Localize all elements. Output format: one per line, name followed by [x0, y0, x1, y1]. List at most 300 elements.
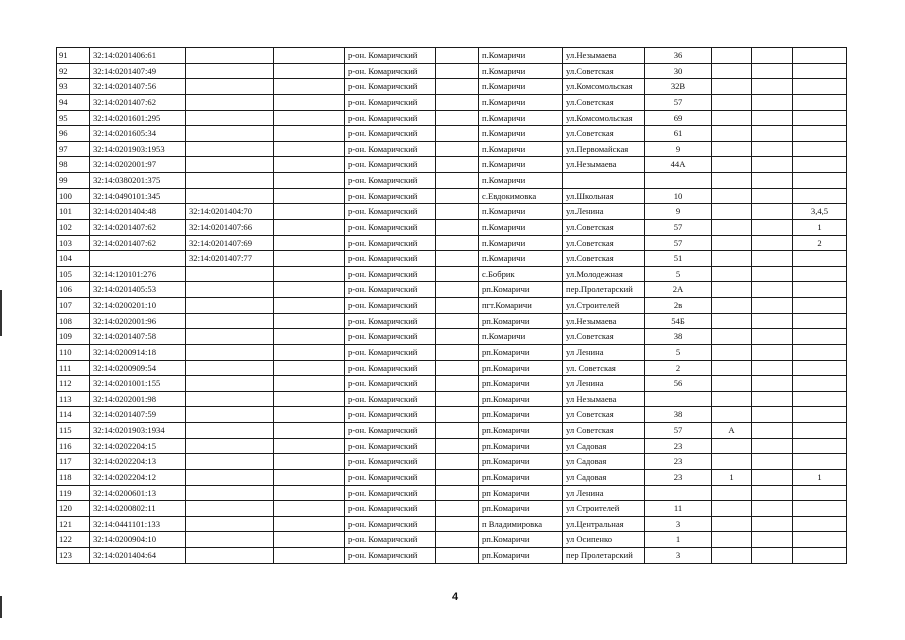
- table-row: [57, 126, 847, 142]
- cell-row-number: 115: [57, 423, 90, 439]
- cell-parent-cadastral-number: [186, 298, 274, 314]
- cell-row-number: 104: [57, 251, 90, 267]
- cell-district: р-он. Комаричский: [345, 157, 436, 173]
- cell-district: р-он. Комаричский: [345, 454, 436, 470]
- cell-blank-column-2: [436, 48, 479, 64]
- cell-blank-column: [274, 376, 345, 392]
- cell-blank-column-3: [752, 235, 793, 251]
- cell-row-number: 102: [57, 219, 90, 235]
- cell-cadastral-number: 32:14:0490101:345: [90, 188, 186, 204]
- cell-parent-cadastral-number: [186, 173, 274, 189]
- cell-street: ул.Советская: [563, 63, 645, 79]
- cell-apartment: [793, 298, 847, 314]
- cell-blank-column-2: [436, 157, 479, 173]
- cell-district: р-он. Комаричский: [345, 219, 436, 235]
- table-row: [57, 501, 847, 517]
- cell-street: ул.Комсомольская: [563, 79, 645, 95]
- cell-parent-cadastral-number: [186, 407, 274, 423]
- cell-house-number: 32В: [645, 79, 712, 95]
- cell-cadastral-number: 32:14:0201404:64: [90, 548, 186, 564]
- cell-blank-column-2: [436, 548, 479, 564]
- cell-blank-column-3: [752, 298, 793, 314]
- cell-district: р-он. Комаричский: [345, 48, 436, 64]
- cell-street: ул Осипенко: [563, 532, 645, 548]
- cell-street: ул.Незымаева: [563, 157, 645, 173]
- cell-blank-column-3: [752, 79, 793, 95]
- cell-blank-column-2: [436, 282, 479, 298]
- cell-settlement: п.Комаричи: [479, 48, 563, 64]
- cell-cadastral-number: 32:14:0202204:13: [90, 454, 186, 470]
- cell-blank-column-3: [752, 110, 793, 126]
- cell-letter: [712, 48, 752, 64]
- cell-apartment: [793, 516, 847, 532]
- cell-parent-cadastral-number: [186, 313, 274, 329]
- cell-cadastral-number: 32:14:0201903:1953: [90, 141, 186, 157]
- cell-apartment: [793, 157, 847, 173]
- cell-letter: [712, 407, 752, 423]
- cell-cadastral-number: 32:14:0201407:49: [90, 63, 186, 79]
- cell-letter: [712, 282, 752, 298]
- cell-letter: [712, 141, 752, 157]
- cell-blank-column-2: [436, 173, 479, 189]
- cell-settlement: п.Комаричи: [479, 141, 563, 157]
- cell-district: р-он. Комаричский: [345, 141, 436, 157]
- cell-settlement: п.Комаричи: [479, 94, 563, 110]
- cell-letter: [712, 360, 752, 376]
- cell-apartment: [793, 126, 847, 142]
- cell-parent-cadastral-number: [186, 94, 274, 110]
- cell-blank-column-2: [436, 110, 479, 126]
- cell-blank-column-3: [752, 501, 793, 517]
- table-row: [57, 313, 847, 329]
- cell-blank-column-3: [752, 391, 793, 407]
- cell-letter: [712, 235, 752, 251]
- cell-district: р-он. Комаричский: [345, 344, 436, 360]
- cell-row-number: 97: [57, 141, 90, 157]
- cell-apartment: [793, 423, 847, 439]
- cell-blank-column-3: [752, 173, 793, 189]
- cell-blank-column-2: [436, 94, 479, 110]
- cell-parent-cadastral-number: [186, 63, 274, 79]
- cell-settlement: рп.Комаричи: [479, 548, 563, 564]
- cell-house-number: 2А: [645, 282, 712, 298]
- cell-parent-cadastral-number: 32:14:0201407:77: [186, 251, 274, 267]
- cell-blank-column-3: [752, 360, 793, 376]
- cell-apartment: [793, 94, 847, 110]
- cell-parent-cadastral-number: [186, 360, 274, 376]
- cell-row-number: 105: [57, 266, 90, 282]
- cell-house-number: 54Б: [645, 313, 712, 329]
- cell-street: ул.Незымаева: [563, 48, 645, 64]
- cell-district: р-он. Комаричский: [345, 360, 436, 376]
- cell-blank-column-2: [436, 344, 479, 360]
- table-row: [57, 251, 847, 267]
- cell-settlement: рп.Комаричи: [479, 360, 563, 376]
- cell-apartment: [793, 63, 847, 79]
- cell-district: р-он. Комаричский: [345, 516, 436, 532]
- cell-cadastral-number: 32:14:0201407:62: [90, 235, 186, 251]
- cell-blank-column: [274, 94, 345, 110]
- cell-row-number: 114: [57, 407, 90, 423]
- cell-blank-column-2: [436, 188, 479, 204]
- cell-blank-column-2: [436, 79, 479, 95]
- cell-district: р-он. Комаричский: [345, 376, 436, 392]
- cell-apartment: [793, 548, 847, 564]
- table-row: [57, 298, 847, 314]
- cell-blank-column-2: [436, 376, 479, 392]
- cell-letter: 1: [712, 469, 752, 485]
- cell-blank-column-2: [436, 141, 479, 157]
- cell-parent-cadastral-number: [186, 141, 274, 157]
- cell-blank-column: [274, 298, 345, 314]
- cell-apartment: [793, 438, 847, 454]
- cell-letter: [712, 157, 752, 173]
- cell-house-number: 69: [645, 110, 712, 126]
- cell-house-number: [645, 391, 712, 407]
- cell-street: ул Садовая: [563, 438, 645, 454]
- cell-settlement: п Владимировка: [479, 516, 563, 532]
- table-row: [57, 282, 847, 298]
- cell-settlement: п.Комаричи: [479, 110, 563, 126]
- table-row: [57, 438, 847, 454]
- cell-blank-column: [274, 141, 345, 157]
- cell-blank-column: [274, 516, 345, 532]
- cell-parent-cadastral-number: [186, 438, 274, 454]
- cell-row-number: 109: [57, 329, 90, 345]
- cell-house-number: 1: [645, 532, 712, 548]
- cell-street: ул.Советская: [563, 235, 645, 251]
- cell-blank-column-2: [436, 329, 479, 345]
- cell-letter: [712, 251, 752, 267]
- cell-parent-cadastral-number: [186, 376, 274, 392]
- cell-parent-cadastral-number: [186, 188, 274, 204]
- cell-settlement: рп.Комаричи: [479, 344, 563, 360]
- cell-street: ул.Советская: [563, 329, 645, 345]
- cell-blank-column-3: [752, 141, 793, 157]
- cell-settlement: рп.Комаричи: [479, 407, 563, 423]
- cell-street: ул.Советская: [563, 219, 645, 235]
- cell-parent-cadastral-number: 32:14:0201407:69: [186, 235, 274, 251]
- table-row: [57, 454, 847, 470]
- cell-district: р-он. Комаричский: [345, 173, 436, 189]
- cell-blank-column-3: [752, 344, 793, 360]
- cell-row-number: 92: [57, 63, 90, 79]
- cell-parent-cadastral-number: [186, 79, 274, 95]
- cell-apartment: [793, 454, 847, 470]
- cell-settlement: рп.Комаричи: [479, 454, 563, 470]
- cell-house-number: 9: [645, 141, 712, 157]
- cell-street: ул.Комсомольская: [563, 110, 645, 126]
- cell-blank-column-3: [752, 454, 793, 470]
- cell-letter: [712, 94, 752, 110]
- table-row: [57, 266, 847, 282]
- cell-street: пер Пролетарский: [563, 548, 645, 564]
- cell-house-number: 38: [645, 329, 712, 345]
- cell-letter: [712, 219, 752, 235]
- cell-district: р-он. Комаричский: [345, 282, 436, 298]
- cell-apartment: [793, 266, 847, 282]
- cell-cadastral-number: 32:14:0200802:11: [90, 501, 186, 517]
- cell-blank-column-3: [752, 63, 793, 79]
- cell-cadastral-number: 32:14:0200914:18: [90, 344, 186, 360]
- cell-settlement: рп.Комаричи: [479, 469, 563, 485]
- cell-district: р-он. Комаричский: [345, 532, 436, 548]
- cell-blank-column-3: [752, 469, 793, 485]
- cell-blank-column: [274, 360, 345, 376]
- cell-blank-column-2: [436, 391, 479, 407]
- cell-apartment: [793, 188, 847, 204]
- cell-blank-column-2: [436, 266, 479, 282]
- cell-row-number: 119: [57, 485, 90, 501]
- cell-house-number: [645, 485, 712, 501]
- cell-letter: [712, 173, 752, 189]
- table-row: [57, 344, 847, 360]
- cell-blank-column-3: [752, 157, 793, 173]
- cell-district: р-он. Комаричский: [345, 63, 436, 79]
- cell-apartment: [793, 329, 847, 345]
- cell-cadastral-number: 32:14:0202204:15: [90, 438, 186, 454]
- cell-blank-column: [274, 454, 345, 470]
- cell-parent-cadastral-number: [186, 454, 274, 470]
- cell-street: ул Строителей: [563, 501, 645, 517]
- cell-cadastral-number: 32:14:0200909:54: [90, 360, 186, 376]
- cell-cadastral-number: 32:14:120101:276: [90, 266, 186, 282]
- cell-district: р-он. Комаричский: [345, 329, 436, 345]
- table-row: [57, 469, 847, 485]
- cell-blank-column-3: [752, 204, 793, 220]
- cell-district: р-он. Комаричский: [345, 423, 436, 439]
- cell-district: р-он. Комаричский: [345, 110, 436, 126]
- cell-row-number: 112: [57, 376, 90, 392]
- cell-blank-column-3: [752, 329, 793, 345]
- cell-blank-column: [274, 329, 345, 345]
- cell-apartment: [793, 360, 847, 376]
- cell-district: р-он. Комаричский: [345, 94, 436, 110]
- cell-blank-column-2: [436, 454, 479, 470]
- cell-cadastral-number: 32:14:0201605:34: [90, 126, 186, 142]
- cell-blank-column-2: [436, 438, 479, 454]
- table-row: [57, 548, 847, 564]
- cell-row-number: 91: [57, 48, 90, 64]
- cell-blank-column: [274, 235, 345, 251]
- cell-street: ул Садовая: [563, 469, 645, 485]
- cell-blank-column: [274, 110, 345, 126]
- cell-street: ул.Ленина: [563, 204, 645, 220]
- cell-apartment: 1: [793, 469, 847, 485]
- scan-edge-mark: [0, 290, 2, 336]
- cell-parent-cadastral-number: [186, 157, 274, 173]
- cell-house-number: 11: [645, 501, 712, 517]
- cell-street: ул Ленина: [563, 344, 645, 360]
- cell-settlement: рп.Комаричи: [479, 423, 563, 439]
- cell-settlement: рп.Комаричи: [479, 313, 563, 329]
- cell-blank-column: [274, 485, 345, 501]
- cell-row-number: 110: [57, 344, 90, 360]
- cell-blank-column: [274, 251, 345, 267]
- cell-row-number: 100: [57, 188, 90, 204]
- cell-settlement: с.Бобрик: [479, 266, 563, 282]
- cell-street: ул Советская: [563, 407, 645, 423]
- cell-apartment: [793, 173, 847, 189]
- cell-blank-column: [274, 501, 345, 517]
- cell-letter: [712, 344, 752, 360]
- cell-blank-column: [274, 548, 345, 564]
- table-row: [57, 423, 847, 439]
- cell-settlement: с.Евдокимовка: [479, 188, 563, 204]
- cell-street: ул Советская: [563, 423, 645, 439]
- cell-settlement: рп.Комаричи: [479, 376, 563, 392]
- cell-parent-cadastral-number: [186, 110, 274, 126]
- cell-row-number: 98: [57, 157, 90, 173]
- table-row: [57, 407, 847, 423]
- cell-letter: [712, 391, 752, 407]
- table-row: [57, 516, 847, 532]
- cell-cadastral-number: 32:14:0380201:375: [90, 173, 186, 189]
- cell-cadastral-number: [90, 251, 186, 267]
- cell-district: р-он. Комаричский: [345, 485, 436, 501]
- cell-blank-column: [274, 282, 345, 298]
- cell-house-number: 56: [645, 376, 712, 392]
- cell-apartment: [793, 485, 847, 501]
- cell-district: р-он. Комаричский: [345, 391, 436, 407]
- cell-cadastral-number: 32:14:0200601:13: [90, 485, 186, 501]
- cell-parent-cadastral-number: [186, 391, 274, 407]
- cell-blank-column-2: [436, 485, 479, 501]
- cell-blank-column-3: [752, 532, 793, 548]
- cell-blank-column-2: [436, 313, 479, 329]
- cell-street: пер.Пролетарский: [563, 282, 645, 298]
- cell-letter: [712, 548, 752, 564]
- cell-row-number: 93: [57, 79, 90, 95]
- cell-blank-column-2: [436, 251, 479, 267]
- cell-apartment: [793, 282, 847, 298]
- cell-settlement: рп.Комаричи: [479, 391, 563, 407]
- cell-house-number: 3: [645, 548, 712, 564]
- cell-blank-column: [274, 532, 345, 548]
- cell-blank-column-2: [436, 469, 479, 485]
- cell-street: ул.Молодежная: [563, 266, 645, 282]
- cell-district: р-он. Комаричский: [345, 266, 436, 282]
- cell-house-number: 23: [645, 454, 712, 470]
- cell-blank-column-3: [752, 485, 793, 501]
- cell-settlement: п.Комаричи: [479, 235, 563, 251]
- cell-settlement: рп.Комаричи: [479, 532, 563, 548]
- cell-row-number: 111: [57, 360, 90, 376]
- cell-house-number: 44А: [645, 157, 712, 173]
- cell-apartment: 2: [793, 235, 847, 251]
- cell-apartment: [793, 48, 847, 64]
- cell-settlement: п.Комаричи: [479, 126, 563, 142]
- cell-street: ул.Строителей: [563, 298, 645, 314]
- cell-blank-column: [274, 219, 345, 235]
- cell-row-number: 107: [57, 298, 90, 314]
- cell-house-number: 57: [645, 219, 712, 235]
- cell-blank-column: [274, 48, 345, 64]
- cell-settlement: п.Комаричи: [479, 329, 563, 345]
- cell-cadastral-number: 32:14:0200904:10: [90, 532, 186, 548]
- cell-letter: [712, 501, 752, 517]
- cell-letter: [712, 79, 752, 95]
- cell-letter: [712, 438, 752, 454]
- cell-row-number: 101: [57, 204, 90, 220]
- cell-blank-column: [274, 407, 345, 423]
- cell-blank-column: [274, 313, 345, 329]
- cell-house-number: 51: [645, 251, 712, 267]
- cell-blank-column-2: [436, 516, 479, 532]
- cell-apartment: [793, 532, 847, 548]
- cell-blank-column-3: [752, 407, 793, 423]
- cell-house-number: 3: [645, 516, 712, 532]
- cell-blank-column-2: [436, 219, 479, 235]
- table-row: [57, 173, 847, 189]
- cell-cadastral-number: 32:14:0201406:61: [90, 48, 186, 64]
- cell-cadastral-number: 32:14:0201407:58: [90, 329, 186, 345]
- table-row: [57, 532, 847, 548]
- cell-house-number: 2в: [645, 298, 712, 314]
- cell-house-number: 5: [645, 266, 712, 282]
- page-number: 4: [452, 591, 459, 603]
- cell-blank-column-2: [436, 63, 479, 79]
- cell-district: р-он. Комаричский: [345, 298, 436, 314]
- cell-letter: [712, 298, 752, 314]
- table-row: [57, 204, 847, 220]
- cell-street: ул.Советская: [563, 126, 645, 142]
- cell-apartment: [793, 251, 847, 267]
- cell-street: ул.Незымаева: [563, 313, 645, 329]
- cell-district: р-он. Комаричский: [345, 126, 436, 142]
- cell-street: ул Ленина: [563, 485, 645, 501]
- scan-edge-mark: [0, 596, 2, 618]
- cell-parent-cadastral-number: 32:14:0201404:70: [186, 204, 274, 220]
- cell-blank-column-2: [436, 126, 479, 142]
- cell-parent-cadastral-number: 32:14:0201407:66: [186, 219, 274, 235]
- cell-settlement: п.Комаричи: [479, 204, 563, 220]
- cell-parent-cadastral-number: [186, 266, 274, 282]
- cell-house-number: 36: [645, 48, 712, 64]
- table-row: [57, 157, 847, 173]
- cell-blank-column: [274, 188, 345, 204]
- cell-cadastral-number: 32:14:0201601:295: [90, 110, 186, 126]
- table-row: [57, 63, 847, 79]
- cell-blank-column-2: [436, 423, 479, 439]
- cell-district: р-он. Комаричский: [345, 548, 436, 564]
- cell-letter: [712, 454, 752, 470]
- table-row: [57, 376, 847, 392]
- cell-row-number: 95: [57, 110, 90, 126]
- table-row: [57, 485, 847, 501]
- cell-letter: [712, 110, 752, 126]
- cell-row-number: 117: [57, 454, 90, 470]
- cell-house-number: 61: [645, 126, 712, 142]
- cell-cadastral-number: 32:14:0201903:1934: [90, 423, 186, 439]
- cell-settlement: рп Комаричи: [479, 485, 563, 501]
- cell-letter: [712, 485, 752, 501]
- cell-district: р-он. Комаричский: [345, 501, 436, 517]
- cell-settlement: п.Комаричи: [479, 63, 563, 79]
- cell-district: р-он. Комаричский: [345, 204, 436, 220]
- cell-house-number: 38: [645, 407, 712, 423]
- cell-blank-column: [274, 423, 345, 439]
- table-row: [57, 79, 847, 95]
- cell-house-number: 57: [645, 423, 712, 439]
- cell-settlement: п.Комаричи: [479, 157, 563, 173]
- cell-district: р-он. Комаричский: [345, 469, 436, 485]
- cell-blank-column-3: [752, 423, 793, 439]
- cell-blank-column-3: [752, 376, 793, 392]
- cell-settlement: п.Комаричи: [479, 173, 563, 189]
- cell-blank-column-2: [436, 360, 479, 376]
- cell-blank-column: [274, 438, 345, 454]
